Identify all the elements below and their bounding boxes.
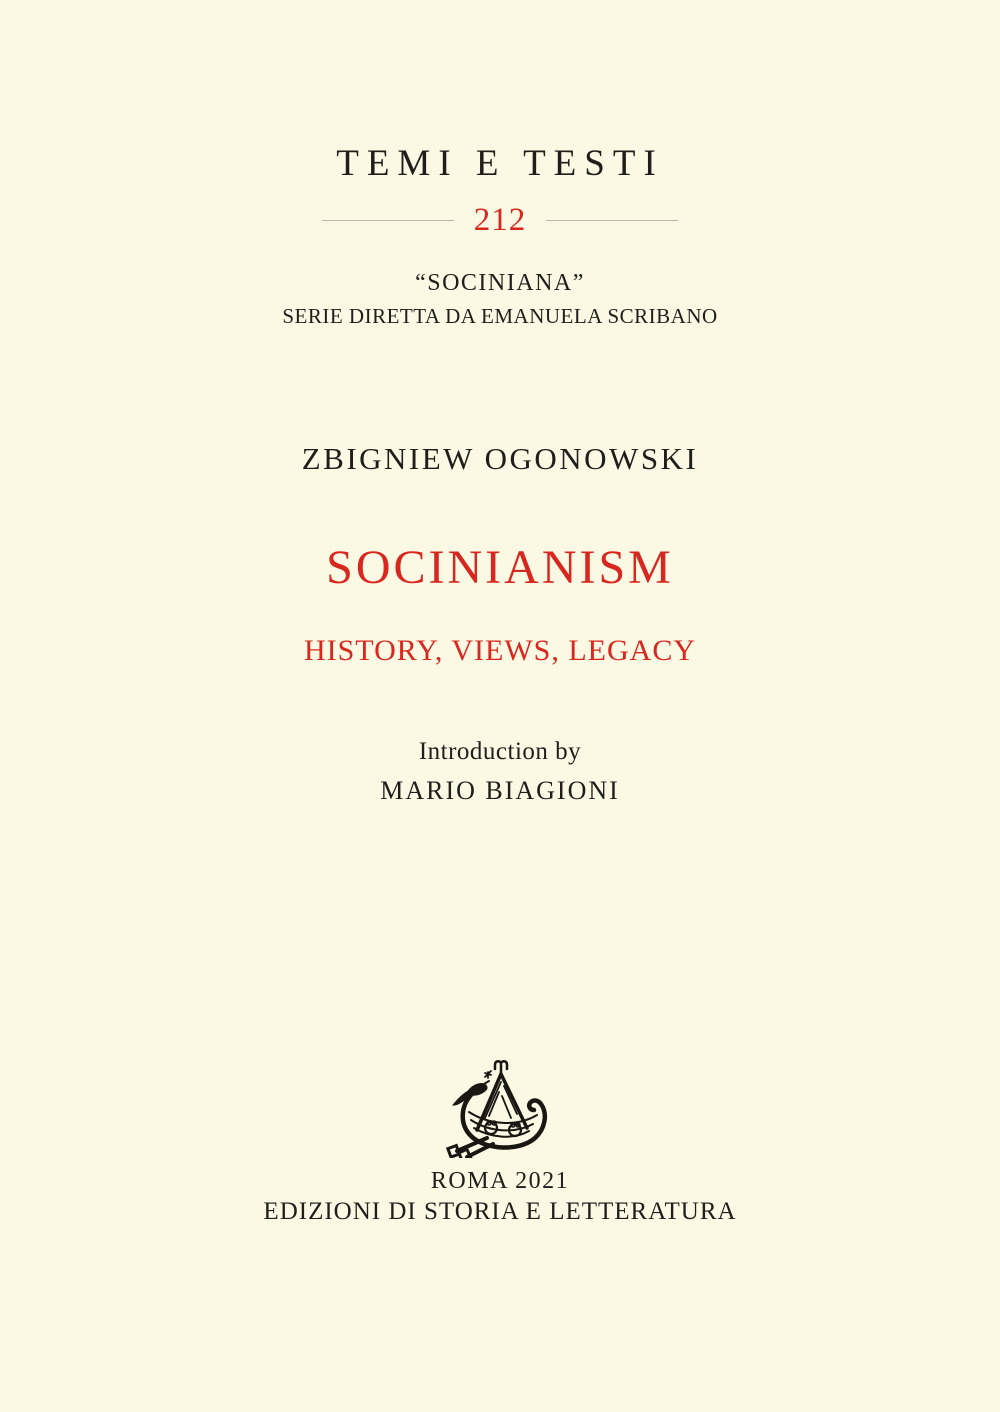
- book-title: SOCINIANISM: [326, 541, 674, 594]
- series-number-row: [0, 204, 1000, 237]
- series-title: TEMI E TESTI: [336, 143, 664, 184]
- introduction-author: MARIO BIAGIONI: [380, 776, 620, 805]
- series-number: 212: [473, 202, 527, 238]
- ship-with-bird-icon: [441, 1058, 559, 1158]
- book-subtitle: HISTORY, VIEWS, LEGACY: [303, 634, 697, 667]
- subseries-director: SERIE DIRETTA DA EMANUELA SCRIBANO: [282, 304, 718, 328]
- imprint-publisher: EDIZIONI DI STORIA E LETTERATURA: [263, 1198, 737, 1225]
- book-author: ZBIGNIEW OGONOWSKI: [301, 441, 699, 476]
- imprint-place-year: ROMA 2021: [430, 1168, 570, 1194]
- rule-right: [546, 220, 678, 221]
- subseries-title: “SOCINIANA”: [415, 270, 585, 296]
- publisher-logo: [0, 1058, 1000, 1158]
- rule-left: [322, 220, 454, 221]
- introduction-label: Introduction by: [418, 738, 582, 765]
